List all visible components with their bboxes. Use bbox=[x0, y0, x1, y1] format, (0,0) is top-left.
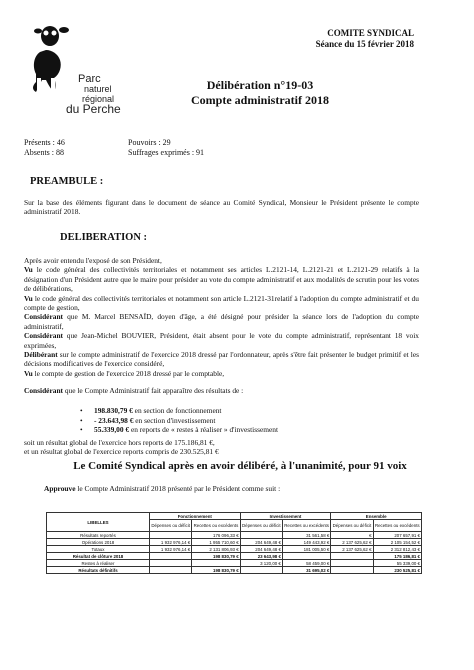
table-cell: 55 339,00 € bbox=[373, 560, 421, 567]
table-cell: 204 649,48 € bbox=[240, 539, 282, 546]
deliberation-deliberant: Délibérant sur le compte administratif de l'exercice 2018 dressé par l'ordonnateur, après s'être fait présenter le budget primitif et les décisions modificatives de l'exercice considéré, bbox=[24, 350, 419, 369]
row-label: Résultat de clôture 2018 bbox=[47, 553, 150, 560]
approval-line bbox=[44, 484, 424, 493]
org-name: COMITE SYNDICAL bbox=[327, 28, 414, 38]
ensemble-header: Ensemble bbox=[331, 513, 422, 520]
deliberation-considerant-2: Considérant que Jean-Michel BOUVIER, Président, était absent pour le vote du compte administratif, représentant 18 voix exprimées, bbox=[24, 331, 419, 350]
table-cell: 198 830,79 € bbox=[192, 567, 240, 574]
owl-icon bbox=[34, 26, 69, 46]
col-dep-ens: Dépenses ou déficit bbox=[331, 520, 373, 532]
preambule-text: Sur la base des éléments figurant dans le document de séance au Comité Syndical, Monsieur le Président présente le compte administratif 2018. bbox=[24, 198, 419, 217]
table-cell: 1 932 976,14 € bbox=[150, 546, 192, 553]
pouvoirs-count: Pouvoirs : 29 bbox=[128, 138, 171, 147]
table-cell: 204 649,48 € bbox=[240, 546, 282, 553]
table-row bbox=[47, 553, 422, 560]
table-row bbox=[47, 539, 422, 546]
logo-line-2: naturel bbox=[84, 84, 112, 94]
logo-line-3: régional bbox=[82, 94, 115, 104]
table-cell: 1 932 976,14 € bbox=[150, 539, 192, 546]
table-cell: 149 443,92 € bbox=[282, 539, 330, 546]
table-row bbox=[47, 532, 422, 539]
global-results bbox=[24, 438, 419, 457]
table-cell bbox=[331, 553, 373, 560]
logo-text bbox=[60, 74, 121, 114]
global-result-reports: et un résultat global de l'exercice reports compris de 230.525,81 € bbox=[24, 447, 219, 457]
row-label: Résultats définitifs bbox=[47, 567, 150, 574]
table-cell: 230 525,81 € bbox=[373, 567, 421, 574]
attendance-left bbox=[24, 138, 65, 158]
table-cell: 3 120,00 € bbox=[240, 560, 282, 567]
col-dep-inv: Dépenses ou déficit bbox=[240, 520, 282, 532]
deliberation-considerant-1: Considérant que M. Marcel BENSAÏD, doyen d'âge, a été désigné pour présider la séance lors de l'adoption du compte administratif, bbox=[24, 312, 419, 331]
table-cell: 181 005,50 € bbox=[282, 546, 330, 553]
table-cell: 198 830,79 € bbox=[192, 553, 240, 560]
result-fonctionnement: • 198.830,79 € en section de fonctionnement bbox=[80, 406, 278, 416]
table-cell bbox=[150, 532, 192, 539]
vu-2-text: le code général des collectivités territoriales et notamment son article L.2121-31relatif à l'adoption du compte administratif et du compte de gestion, bbox=[24, 293, 419, 313]
horse-icon bbox=[33, 50, 61, 92]
deliberant-text: sur le compte administratif de l'exercice 2018 dressé par l'ordonnateur, après s'être fait présenter le budget primitif et les décisions modificatives de l'exercice considéré, bbox=[24, 350, 419, 369]
table-cell: 2 137 625,62 € bbox=[331, 539, 373, 546]
results-list bbox=[80, 406, 278, 435]
table-cell: 31 695,02 € bbox=[282, 567, 330, 574]
considerant-1-text: que M. Marcel BENSAÏD, doyen d'âge, a été désigné pour présider la séance lors de l'adoption du compte administratif, bbox=[24, 312, 419, 331]
table-cell: 207 657,91 € bbox=[373, 532, 421, 539]
results-intro-text: que le Compte Administratif fait apparaître des résultats de : bbox=[63, 386, 244, 395]
table-cell: 1 955 710,60 € bbox=[192, 539, 240, 546]
table-cell: 176 096,33 € bbox=[192, 532, 240, 539]
suffrages-count: Suffrages exprimés : 91 bbox=[128, 148, 205, 157]
table-cell bbox=[282, 553, 330, 560]
col-dep-fonct: Dépenses ou déficit bbox=[150, 520, 192, 532]
attendance-right bbox=[128, 138, 204, 158]
col-rec-fonct: Recettes ou excédents bbox=[192, 520, 240, 532]
table-cell bbox=[150, 567, 192, 574]
row-label: Totaux bbox=[47, 546, 150, 553]
table-cell bbox=[240, 567, 282, 574]
table-cell bbox=[240, 532, 282, 539]
row-label: Opérations 2018 bbox=[47, 539, 150, 546]
deliberation-subject: Compte administratif 2018 bbox=[191, 93, 329, 107]
preambule-heading: PREAMBULE : bbox=[30, 176, 104, 187]
absents-count: Absents : 88 bbox=[24, 148, 64, 157]
deliberation-vu-3: Vu le compte de gestion de l'exercice 2018 dressé par le comptable, bbox=[24, 368, 225, 378]
table-row bbox=[47, 560, 422, 567]
table-cell: 175 186,81 € bbox=[373, 553, 421, 560]
investissement-header: Investissement bbox=[240, 513, 331, 520]
considerant-2-text: que Jean-Michel BOUVIER, Président, était absent pour le vote du compte administratif, représentant 18 voix exprimées, bbox=[24, 331, 419, 350]
col-rec-inv: Recettes ou excédents bbox=[282, 520, 330, 532]
result-restes: • 55.339,00 € en reports de « restes à réaliser » d'investissement bbox=[80, 425, 278, 435]
vu-1-text: le code général des collectivités territoriales et notamment ses articles L.2121-14, L.2121-21 et L.2121-29 relatifs à la désignation d'un Président autre que le maire pour présider au vote du compte administratif et aux modalités de scrutin pour les votes de délibérations, bbox=[24, 265, 419, 294]
decision-statement: Le Comité Syndical après en avoir délibéré, à l'unanimité, pour 91 voix bbox=[73, 460, 407, 472]
deliberation-heading: DELIBERATION : bbox=[60, 232, 148, 243]
table-cell bbox=[331, 560, 373, 567]
table-cell bbox=[192, 560, 240, 567]
result-investissement: • - 23.643,98 € en section d'investissement bbox=[80, 416, 278, 426]
deliberation-vu-1: Vu le code général des collectivités territoriales et notamment ses articles L.2121-14, L.2121-21 et L.2121-29 relatifs à la désignation d'un Président autre que le maire pour présider au vote du compte administratif et aux modalités de scrutin pour les votes de délibérations, bbox=[24, 265, 419, 294]
compte-administratif-table bbox=[46, 512, 422, 574]
approuve-label: Approuve bbox=[44, 484, 76, 493]
table-cell: 23 643,98 € bbox=[240, 553, 282, 560]
libelles-header: LIBELLES bbox=[47, 513, 150, 532]
logo-line-4: du Perche bbox=[66, 102, 121, 116]
table-cell: 58 459,00 € bbox=[282, 560, 330, 567]
col-rec-ens: Recettes ou excédents bbox=[373, 520, 421, 532]
table-cell: 31 561,58 € bbox=[282, 532, 330, 539]
vu-3-text: le compte de gestion de l'exercice 2018 dressé par le comptable, bbox=[32, 368, 225, 378]
row-label: Restes à réaliser bbox=[47, 560, 150, 567]
table-row bbox=[47, 546, 422, 553]
table-group-header bbox=[47, 513, 422, 520]
document-title bbox=[160, 78, 360, 108]
table-cell: 2 105 154,52 € bbox=[373, 539, 421, 546]
deliberation-intro: Après avoir entendu l'exposé de son Président, bbox=[24, 256, 162, 265]
presents-count: Présents : 46 bbox=[24, 138, 65, 147]
deliberation-vu-2: Vu le code général des collectivités territoriales et notamment son article L.2121-31relatif à l'adoption du compte administratif et du compte de gestion, bbox=[24, 293, 419, 313]
table-cell bbox=[331, 567, 373, 574]
results-intro: Considérant que le Compte Administratif fait apparaître des résultats de : bbox=[24, 386, 244, 395]
table-cell: € bbox=[331, 532, 373, 539]
row-label: Résultats reportés bbox=[47, 532, 150, 539]
table-cell bbox=[150, 553, 192, 560]
table-cell: 2 137 625,62 € bbox=[331, 546, 373, 553]
table-row bbox=[47, 567, 422, 574]
approuve-text: le Compte Administratif 2018 présenté par le Président comme suit : bbox=[75, 484, 281, 493]
deliberation-body bbox=[24, 256, 419, 378]
logo-line-1: Parc bbox=[78, 73, 101, 85]
table-cell bbox=[150, 560, 192, 567]
table-cell: 2 312 812,43 € bbox=[373, 546, 421, 553]
session-date: Séance du 15 février 2018 bbox=[315, 39, 414, 49]
global-result-hors-reports: soit un résultat global de l'exercice hors reports de 175.186,81 €, bbox=[24, 438, 215, 447]
fonctionnement-header: Fonctionnement bbox=[150, 513, 241, 520]
session-header bbox=[316, 28, 414, 50]
table-cell: 2 131 806,93 € bbox=[192, 546, 240, 553]
deliberation-number: Délibération n°19-03 bbox=[206, 78, 314, 92]
